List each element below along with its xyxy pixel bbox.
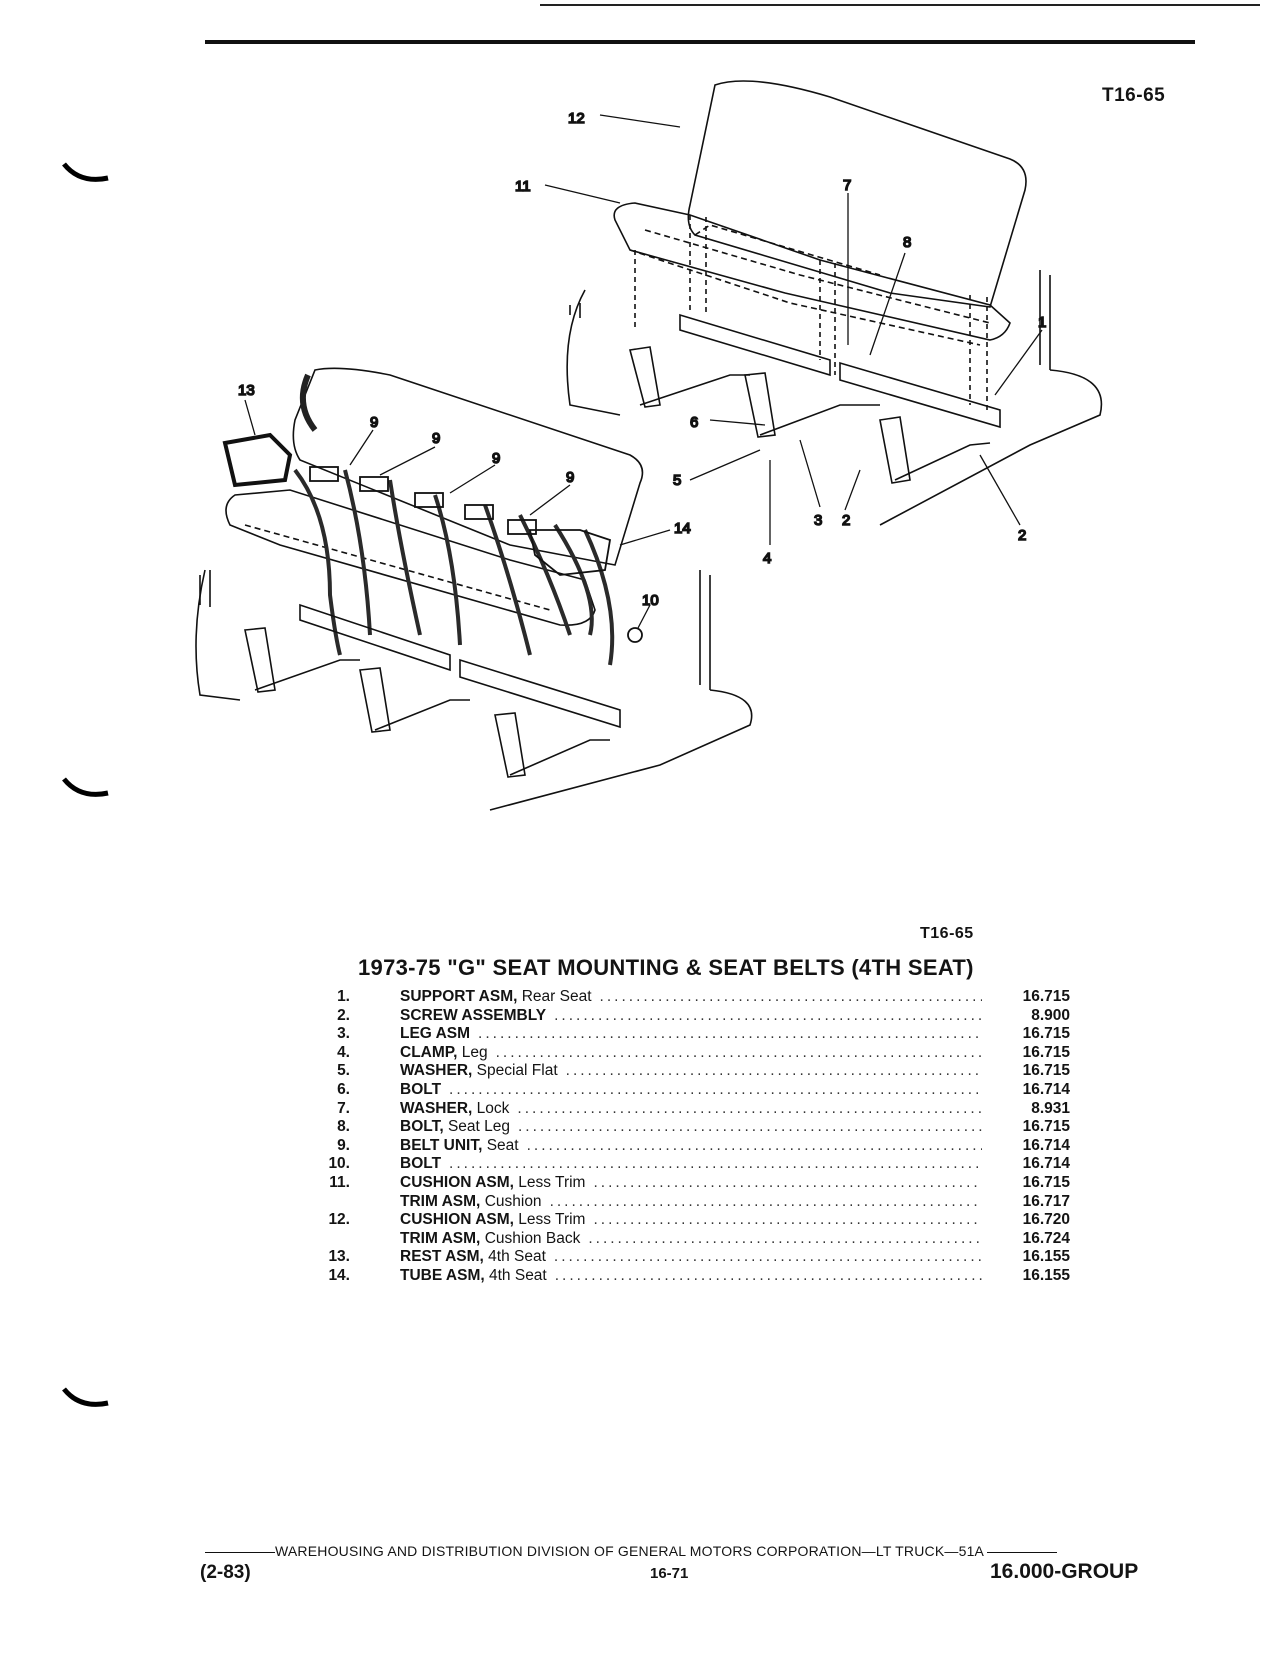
top-rule-thin	[540, 4, 1260, 6]
group-number: 16.715	[1022, 1062, 1070, 1080]
binder-mark-middle	[62, 775, 112, 805]
part-desc: Leg	[461, 1043, 488, 1061]
list-item	[290, 988, 1070, 1007]
group-number: 16.714	[1022, 1080, 1070, 1098]
leader-dots	[593, 1174, 982, 1193]
part-name: CUSHION ASM,	[400, 1211, 514, 1229]
callout-5: 5	[673, 472, 682, 489]
group-number: 16.155	[1022, 1266, 1070, 1284]
part-name: CLAMP,	[400, 1043, 458, 1061]
footer-dash-right	[987, 1552, 1057, 1553]
list-item	[290, 1174, 1070, 1193]
part-name: CUSHION ASM,	[400, 1173, 514, 1191]
list-item	[290, 1193, 1070, 1212]
part-desc: Less Trim	[518, 1211, 586, 1229]
callout-13: 13	[238, 382, 255, 399]
binder-mark-bottom	[62, 1385, 112, 1415]
leader-dots	[566, 1062, 982, 1081]
part-desc: Rear Seat	[521, 988, 592, 1005]
leader-dots	[588, 1230, 982, 1249]
part-name: SCREW ASSEMBLY	[400, 1006, 547, 1024]
item-number: 5.	[337, 1062, 350, 1080]
callout-2a: 2	[842, 512, 851, 529]
leader-dots	[449, 1155, 982, 1174]
callout-9c: 9	[492, 450, 501, 467]
leader-dots	[600, 988, 982, 1007]
footer-date: (2-83)	[200, 1562, 251, 1583]
part-name: BELT UNIT,	[400, 1136, 483, 1154]
section-title: 1973-75 "G" SEAT MOUNTING & SEAT BELTS (4TH SEAT)	[358, 955, 974, 980]
part-name: LEG ASM	[400, 1025, 471, 1043]
group-number: 16.715	[1022, 988, 1070, 1005]
part-desc: 4th Seat	[488, 1248, 546, 1266]
item-number: 2.	[337, 1006, 350, 1024]
leader-dots	[593, 1211, 982, 1230]
group-number: 16.720	[1022, 1211, 1070, 1229]
part-desc: Lock	[476, 1099, 510, 1117]
leader-dots	[496, 1044, 982, 1063]
rear-seat-hardware	[635, 215, 987, 410]
list-item	[290, 1248, 1070, 1267]
leader-dots	[449, 1081, 982, 1100]
callout-9b: 9	[432, 430, 441, 447]
item-number: 4.	[337, 1043, 350, 1061]
part-desc: Special Flat	[476, 1062, 558, 1080]
top-rule	[205, 40, 1195, 44]
group-number: 8.900	[1031, 1006, 1070, 1024]
figure-code-top: T16-65	[1102, 85, 1166, 106]
callout-10: 10	[642, 592, 659, 609]
footer-dash-left	[205, 1552, 275, 1553]
leader-dots	[518, 1118, 982, 1137]
item-number: 8.	[337, 1118, 350, 1136]
item-number: 11.	[329, 1173, 350, 1191]
item-number: 14.	[328, 1266, 350, 1284]
group-number: 16.715	[1022, 1025, 1070, 1043]
group-number: 16.715	[1022, 1173, 1070, 1191]
fourth-seat-back	[293, 368, 642, 565]
item-number: 7.	[337, 1099, 350, 1117]
footer-page-number: 16-71	[650, 1565, 689, 1582]
part-desc: Cushion	[484, 1192, 542, 1210]
part-desc: 4th Seat	[489, 1266, 547, 1284]
figure-code-caption: T16-65	[920, 925, 974, 942]
list-item	[290, 1044, 1070, 1063]
group-number: 16.717	[1022, 1192, 1070, 1210]
list-item	[290, 1211, 1070, 1230]
list-item	[290, 1100, 1070, 1119]
rear-seat-back	[688, 81, 1026, 307]
leader-dots	[554, 1007, 982, 1026]
part-name: TRIM ASM,	[400, 1192, 481, 1210]
seat-exploded-illustration	[190, 75, 1170, 895]
part-name: WASHER,	[400, 1062, 473, 1080]
leader-dots	[527, 1137, 982, 1156]
list-item	[290, 1137, 1070, 1156]
item-number: 13.	[328, 1248, 350, 1266]
group-number: 16.714	[1022, 1136, 1070, 1154]
callout-7: 7	[843, 177, 852, 194]
list-item	[290, 1118, 1070, 1137]
callout-14: 14	[674, 520, 691, 537]
binder-mark-top	[62, 160, 112, 190]
callout-2b: 2	[1018, 527, 1027, 544]
item-number: 3.	[337, 1025, 350, 1043]
group-number: 16.714	[1022, 1155, 1070, 1173]
footer-publisher-line	[205, 1543, 1057, 1559]
item-number: 1.	[337, 988, 350, 1005]
rear-seat-cushion	[614, 203, 1010, 345]
item-number: 10.	[328, 1155, 350, 1173]
group-number: 16.715	[1022, 1118, 1070, 1136]
part-name: REST ASM,	[400, 1248, 484, 1266]
callout-9a: 9	[370, 414, 379, 431]
leader-lines	[245, 115, 1042, 628]
part-name: TRIM ASM,	[400, 1229, 481, 1247]
part-name: BOLT	[400, 1155, 442, 1173]
list-item	[290, 1081, 1070, 1100]
group-number: 16.724	[1022, 1229, 1070, 1247]
footer-group: 16.000-GROUP	[990, 1560, 1139, 1583]
fourth-seat-rails	[196, 570, 752, 810]
group-number: 16.715	[1022, 1043, 1070, 1061]
leader-dots	[550, 1193, 982, 1212]
fourth-seat-belts	[295, 470, 612, 665]
parts-list	[290, 988, 1070, 1286]
fourth-seat-buckles	[225, 435, 642, 642]
list-item	[290, 1007, 1070, 1026]
list-item	[290, 1267, 1070, 1286]
group-number: 16.155	[1022, 1248, 1070, 1266]
callout-1: 1	[1038, 314, 1047, 331]
part-name: TUBE ASM,	[400, 1266, 485, 1284]
leader-dots	[517, 1100, 982, 1119]
leader-dots	[554, 1248, 982, 1267]
part-desc: Seat Leg	[447, 1118, 510, 1136]
part-desc: Less Trim	[518, 1173, 586, 1191]
item-number: 12.	[328, 1211, 350, 1229]
list-item	[290, 1062, 1070, 1081]
part-desc: Cushion Back	[484, 1229, 581, 1247]
callout-12: 12	[568, 110, 585, 127]
leader-dots	[555, 1267, 982, 1286]
part-name: BOLT	[400, 1080, 442, 1098]
part-name: WASHER,	[400, 1099, 473, 1117]
part-name: BOLT,	[400, 1118, 444, 1136]
callout-11: 11	[515, 178, 531, 195]
leader-dots	[478, 1025, 982, 1044]
callout-3: 3	[814, 512, 823, 529]
group-number: 8.931	[1031, 1099, 1070, 1117]
item-number: 9.	[337, 1136, 350, 1154]
list-item	[290, 1155, 1070, 1174]
callout-8: 8	[903, 234, 912, 251]
list-item	[290, 1230, 1070, 1249]
item-number: 6.	[337, 1080, 350, 1098]
callout-4: 4	[763, 550, 772, 567]
callout-6: 6	[690, 414, 699, 431]
footer-publisher-text: WAREHOUSING AND DISTRIBUTION DIVISION OF GENERAL MOTORS CORPORATION—LT TRUCK—51A	[275, 1543, 984, 1559]
callout-9d: 9	[566, 469, 575, 486]
part-name: SUPPORT ASM,	[400, 988, 518, 1005]
part-desc: Seat	[486, 1136, 519, 1154]
list-item	[290, 1025, 1070, 1044]
